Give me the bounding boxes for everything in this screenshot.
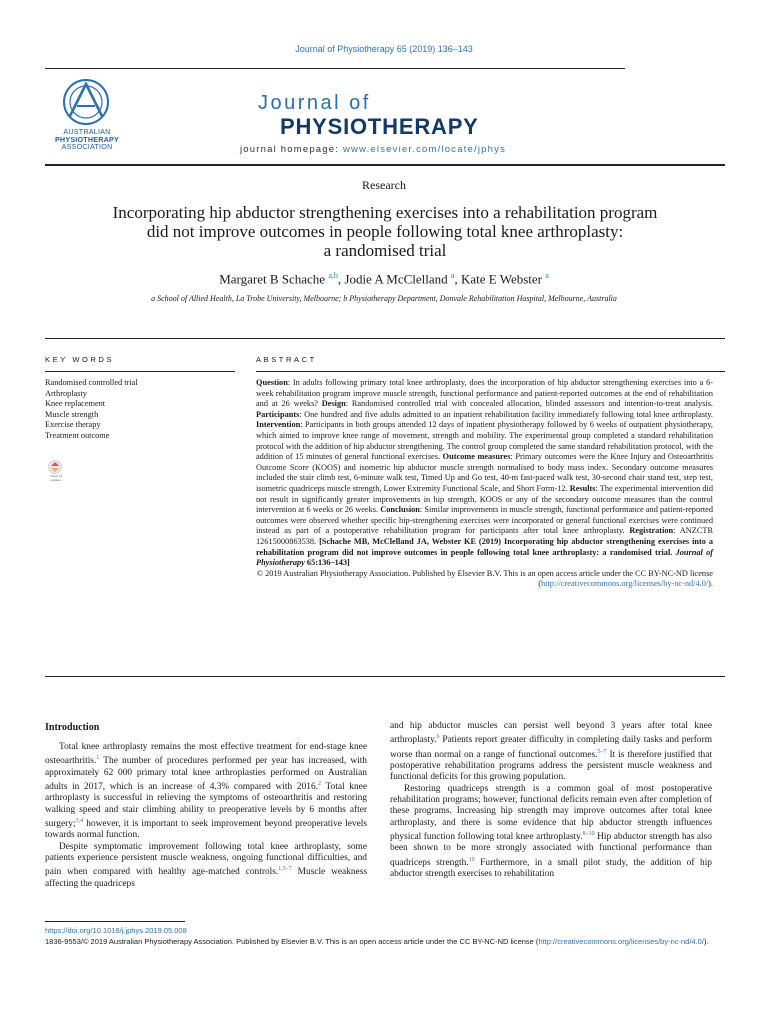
keyword-item: Randomised controlled trial [45,378,138,387]
keyword-item: Treatment outcome [45,430,110,440]
keyword-item: Knee replacement [45,399,106,409]
affiliation-ref[interactable]: a [545,271,549,280]
author-name[interactable]: , Jodie A McClelland [337,271,448,287]
keyword-item: Muscle strength [45,409,99,419]
homepage-label: journal homepage: [240,144,343,155]
logo-text: AUSTRALIAN PHYSIOTHERAPY ASSOCIATION [54,127,120,152]
masthead-rule [45,164,725,166]
paragraph: Despite symptomatic improvement following total knee arthroplasty, some patients experience persistent muscle weakness, ongoing functional difficulties, and pain when compared with healthy age-matched controls.$^{1,5-7}$ Muscle weakness affecting the quadriceps [45,841,367,889]
keyword-item: Exercise therapy [45,420,101,430]
paragraph: Total knee arthroplasty remains the most effective treatment for end-stage knee osteoarthritis.$^1$ The number of procedures performed per year has increased, with approximately 62 000 primary total knee arthroplasties performed on Australian adults in 2017, which is an increase of 4.3% compared with 2016.$^2$ Total knee arthroplasty is successful in relieving the symptoms of osteoarthritis and restoring walking speed and stair climbing ability to preoperative levels by 6 months after surgery;$^{3,4}$ however, it is important to seek improvement beyond preoperative levels towards normal function. [45,742,367,841]
journal-homepage [240,144,506,155]
citation-ref[interactable]: 6 [436,734,440,741]
abstract-bottom-rule [45,676,725,677]
citation-ref[interactable]: 2 [317,781,321,788]
keywords-rule [45,371,235,372]
paragraph: Restoring quadriceps strength is a common goal of most postoperative rehabilitation programs; however, functional deficits remain even after completion of these programs. Increasing hip strength may improve outcomes after total knee arthroplasty, and there is some evidence that hip abductor strength influences physical function following total knee arthroplasty.$^{8-10}$ Hip abductor strength has also been shown to be more strongly associated with functional performance than quadriceps strength.$^{10}$ Furthermore, in a small pilot study, the addition of hip abductor strength exercises to rehabilitation [390,783,712,880]
article-type: Research [362,178,406,192]
abstract-text: Question: In adults following primary total knee arthroplasty, does the incorporation of hip abductor strengthening exercises into a 6-week rehabilitation program improve muscle strength, functional performance and patient-reported outcomes at the end of rehabilitation and at 26 weeks? Design: Randomised controlled trial with concealed allocation, blinded assessors and intention-to-treat analysis. Participants: One hundred and five adults admitted to an inpatient rehabilitation facility immediately following total knee arthroplasty. Intervention: Participants in both groups attended 12 days of inpatient physiotherapy followed by 6 weeks of outpatient physiotherapy, which aimed to improve knee range of movement, strength and mobility. The experimental group completed a standard rehabilitation protocol with the addition of hip abductor strengthening. The control group completed the same standard rehabilitation protocol, with the addition of 15 minutes of general functional exercises. Outcome measures: Primary outcomes were the Knee Injury and Osteoarthritis Outcome Score (KOOS) and isometric hip abductor muscle strength normalised to body mass index. Secondary outcome measures included the stair climb test, 6-minute walk test, Timed Up and Go test, 40-m fast-paced walk test, 30-second chair stand test, step test, isometric quadriceps muscle strength, Lower Extremity Functional Scale, and Short Form-12. Results: The experimental intervention did not result in significantly greater improvements in hip strength, KOOS or any of the secondary outcome measures than the control intervention at 6 weeks or 26 weeks. Conclusion: Similar improvements in muscle strength, functional performance and patient-reported outcomes were observed whether specific hip-strengthening exercises were incorporated or general functional exercises were continued instead as part of a postoperative rehabilitation program for participants after total knee arthroplasty. Registration: ANZCTR 12615000863538. [Schache MB, McClelland JA, Webster KE (2019) Incorporating hip abductor strengthening exercises into a rehabilitation program did not improve outcomes in people following total knee arthroplasty: a randomised trial. Journal of Physiotherapy 65:136–143] [256,378,714,568]
body-column-right [390,721,712,880]
journal-name-line2: PHYSIOTHERAPY [280,114,479,139]
journal-name-line1: Journal of [258,92,371,114]
author-list [0,271,768,287]
abstract-body [256,378,713,590]
abstract-copyright: © 2019 Australian Physiotherapy Association. Published by Elsevier B.V. This is an open access article under the CC BY-NC-ND license (http://creativecommons.org/licenses/by-nc-nd/4.0/). [256,568,713,589]
author-name[interactable]: Margaret B Schache [219,271,326,287]
homepage-link[interactable]: www.elsevier.com/locate/jphys [342,144,507,155]
introduction-heading: Introduction [45,722,100,733]
crossmark-label: Check for updates [49,474,63,482]
author-name[interactable]: , Kate E Webster [454,271,542,287]
abstract-rule [256,371,725,372]
footer-rule [45,921,185,922]
abstract-heading: ABSTRACT [256,355,317,364]
footer-license: 1836-9553/© 2019 Australian Physiotherapy Association. Published by Elsevier B.V. This is an open access article under the CC BY-NC-ND license (http://creativecommons.org/licenses/by-nc-nd/4.0/). [45,937,709,946]
header-rule [45,68,625,69]
affiliations: a School of Allied Health, La Trobe University, Melbourne; b Physiotherapy Department, Donvale Rehabilitation Hospital, Melbourne, Australia [151,294,617,303]
title-rule [45,338,725,339]
keyword-item: Arthroplasty [45,388,87,398]
footer-license-link[interactable]: http://creativecommons.org/licenses/by-nc-nd/4.0/ [538,937,704,946]
journal-citation-header[interactable]: Journal of Physiotherapy 65 (2019) 136–143 [295,44,473,54]
article-title: Incorporating hip abductor strengthening exercises into a rehabilitation program did not improve outcomes in people following total knee arthroplasty: a randomised trial [112,203,658,260]
doi-link[interactable]: https://doi.org/10.1016/j.jphys.2019.05.008 [45,926,187,935]
citation-ref[interactable]: 1 [96,755,100,762]
body-column-left [45,742,367,890]
citation-ref[interactable]: 1,5–7 [278,866,292,873]
citation-ref[interactable]: 5–7 [597,748,607,755]
keywords-list [45,378,138,442]
affiliation-ref[interactable]: a [450,271,455,280]
citation-ref[interactable]: 8–10 [582,830,595,837]
citation-ref[interactable]: 10 [468,856,475,863]
keywords-heading: KEY WORDS [45,355,115,364]
license-link[interactable]: http://creativecommons.org/licenses/by-nc-nd/4.0/ [541,579,709,589]
citation-ref[interactable]: 3,4 [75,818,84,825]
affiliation-ref[interactable]: a,b [328,271,338,280]
paragraph: and hip abductor muscles can persist well beyond 3 years after total knee arthroplasty.$^6$ Patients report greater difficulty in completing daily tasks and perform worse than normal on a range of functional outcomes.$^{5-7}$ It is therefore justified that postoperative rehabilitation programs address the persistent muscle weakness and functional deficits for this growing population. [390,721,713,783]
